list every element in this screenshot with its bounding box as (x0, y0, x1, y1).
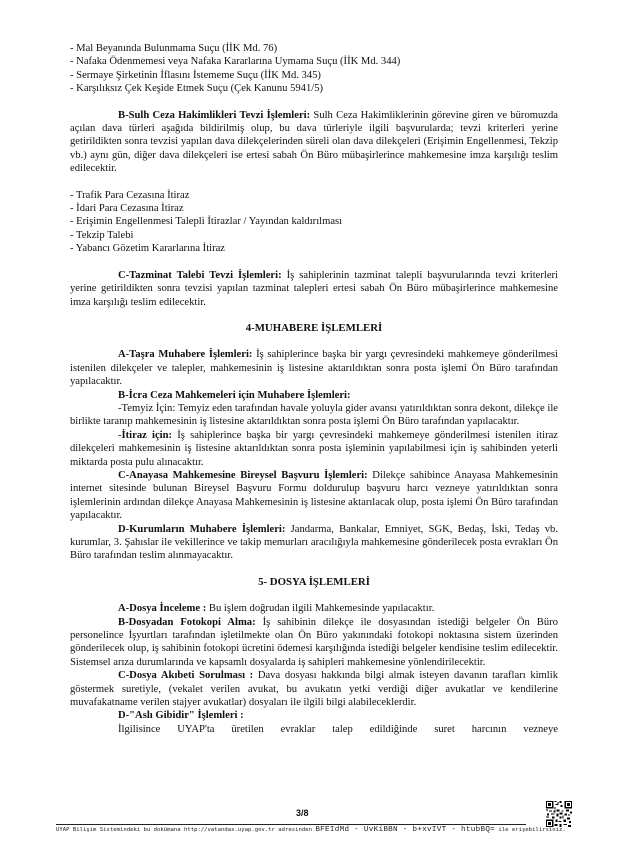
list-item: - İdari Para Cezasına İtiraz (70, 203, 184, 215)
sulh-ceza-paragraph (70, 109, 558, 176)
verification-code: BFEIdMd - UvKiBBN - b+xvIVT - htubBQ= (315, 826, 496, 834)
akibet-title: C-Dosya Akıbeti Sorulması : (118, 670, 254, 682)
list-item: - Trafik Para Cezasına İtiraz (70, 189, 190, 201)
qr-code-icon (546, 801, 572, 827)
anayasa-text: Dilekçe sahibince Anayasa Mahkemesinin internet sitesinde bulunan Bireysel Başvuru Formu doldurulup başvuru harcı vezneye yatırıldıktan sonra işlemlerinin ardından dilekçe Anayasa Mahkemesinin iş listesine aktarılacak olup, posta işlemi Ön Büro tarafından yapılacaktır. (70, 469, 559, 522)
temyiz-paragraph: -Temyiz İçin: Temyiz eden tarafından havale yoluyla gider avansı yatırıldıktan sonra dekont, dilekçe ile birlikte taranıp mahkemesinin iş listesine aktarıldıktan sonra posta işlemi Ön Büro tarafından yapılacaktır. (70, 402, 558, 428)
section-heading-dosya: 5- DOSYA İŞLEMLERİ (258, 575, 370, 588)
tazminat-title: C-Tazminat Talebi Tevzi İşlemleri: (118, 269, 282, 281)
anayasa-title: C-Anayasa Mahkemesine Bireysel Başvuru İşlemleri: (118, 469, 368, 481)
list-item: - Yabancı Gözetim Kararlarına İtiraz (70, 243, 226, 255)
tasra-muhabere-text: İş sahiplerince başka bir yargı çevresindeki mahkemeye gönderilmesi istenilen dilekçeler ve talepler, mahkemesinin iş listesine aktarıldıktan sonra posta işlemi Ön Büro tarafından yapılacaktır. (70, 349, 558, 388)
akibet-text: Dava dosyası hakkında bilgi almak isteyen davanın tarafları kimlik göstermek suretiyle, (vekalet verilen avukat, bu avukatın yetki verdiği diğer avukatlar ve kendilerine muvafakatname verilen stajyer avukatlar) dosyaları ile ilgili bilgi alabileceklerdir. (70, 670, 558, 709)
icra-ceza-title: B-İcra Ceza Mahkemeleri için Muhabere İşlemleri: (118, 389, 351, 401)
footer-prefix: UYAP Bilişim Sistemindeki bu dokümana http://vatandas.uyap.gov.tr adresinden (56, 827, 312, 833)
dosya-inceleme-title: A-Dosya İnceleme : (118, 603, 207, 615)
footer-divider (56, 824, 526, 825)
icra-ceza-heading (70, 389, 558, 402)
kurumlar-title: D-Kurumların Muhabere İşlemleri: (118, 523, 286, 535)
page-number: 3/8 (296, 808, 309, 818)
sulh-ceza-text: Sulh Ceza Hakimliklerinin görevine giren ve büromuzda açılan dava türleri aşağıda bildirilmiş olup, bu dava türleriyle ilgili başvurularda; tevzi kriterleri yerine getirildikten sonra tevzisi yapılan dava dilekçelerinden süreli olan dava dilekçeleri (Erişimin Engellenmesi, Tekzip vb.) aynı gün, diğer dava dilekçeleri ise ertesi sabah Ön Büro mübaşirlerince mahkemesine imza karşılığı teslim edilecektir. (70, 109, 558, 175)
asli-gibidir-text: İlgilisince UYAP'ta üretilen evraklar talep edildiğinde suret harcının vezneye (118, 723, 558, 735)
itiraz-prefix: - (118, 429, 122, 441)
itiraz-paragraph (70, 429, 558, 469)
document-page (70, 42, 558, 736)
tazminat-text: İş sahiplerinin tazminat talepli başvurularında tevzi kriterleri yerine getirildikten sonra tevzisi yapılan tazminat talepleri ertesi sabah Ön Büro mübaşirlerince mahkemesine imza karşılığı teslim edilecektir. (70, 269, 558, 308)
footer-suffix: ile erişebilirsiniz. (495, 827, 566, 833)
asli-gibidir-title: D-"Aslı Gibidir" İşlemleri : (118, 710, 244, 722)
list-item: - Tekzip Talebi (70, 229, 134, 241)
list-item: - Nafaka Ödenmemesi veya Nafaka Kararlarına Uymama Suçu (İİK Md. 344) (70, 56, 401, 68)
kurumlar-text: Jandarma, Bankalar, Emniyet, SGK, Bedaş, İski, Tedaş vb. kurumlar, 3. Şahıslar ile vekillerince ve takip memurları aracılığıyla mahkemesine gönderilecek posta evrakları Ön Büro tarafından teslim alınmayacaktır. (70, 523, 558, 562)
sulh-list (70, 189, 558, 256)
asli-gibidir-heading (70, 709, 558, 722)
dosya-inceleme-paragraph (70, 602, 558, 615)
fotokopi-paragraph (70, 616, 558, 670)
list-item: - Karşılıksız Çek Keşide Etmek Suçu (Çek Kanunu 5941/5) (70, 83, 324, 95)
section-heading-muhabere: 4-MUHABERE İŞLEMLERİ (245, 321, 383, 334)
list-item: - Mal Beyanında Bulunmama Suçu (İİK Md. 76) (70, 43, 278, 54)
dosya-inceleme-text: Bu işlem doğrudan ilgili Mahkemesinde yapılacaktır. (206, 603, 435, 615)
akibet-paragraph (70, 669, 558, 709)
footer-verification (56, 826, 566, 834)
tasra-muhabere-title: A-Taşra Muhabere İşlemleri: (118, 349, 253, 361)
itiraz-title: İtiraz için: (121, 429, 173, 441)
fotokopi-title: B-Dosyadan Fotokopi Alma: (118, 616, 256, 628)
anayasa-paragraph (70, 469, 558, 523)
top-list (70, 42, 558, 96)
list-item: - Sermaye Şirketinin İflasını İstememe Suçu (İİK Md. 345) (70, 69, 321, 81)
tasra-muhabere-paragraph (70, 348, 558, 388)
kurumlar-paragraph (70, 523, 558, 563)
fotokopi-text: İş sahibinin dilekçe ile dosyasından istediği belgeler Ön Büro personelince İşyurtları tarafından işletilmekte olan Ön Büro yakınındaki fotokopi noktasına sistem üzerinden gönderilecek olup, iş sahibinin fotokopi ücretini ödemesi karşılığında istediği belgeler kendisine teslim edilecektir. Sistemsel arıza durumlarında ve kapsamlı dosyalarda iş sahipleri mahkemesine yönlendirilecektir. (70, 616, 558, 668)
itiraz-text: İş sahiplerince başka bir yargı çevresindeki mahkemeye gönderilmesi istenilen itiraz dilekçeleri mahkemesinin iş listesine aktarıldıktan sonra posta işleminin yapılabilmesi için iş sahibinden yeterli miktarda posta pulu alınacaktır. (70, 429, 559, 468)
sulh-ceza-title: B-Sulh Ceza Hakimlikleri Tevzi İşlemleri: (118, 109, 311, 121)
list-item: - Erişimin Engellenmesi Talepli İtirazlar / Yayından kaldırılması (70, 216, 343, 228)
tazminat-paragraph (70, 269, 558, 309)
